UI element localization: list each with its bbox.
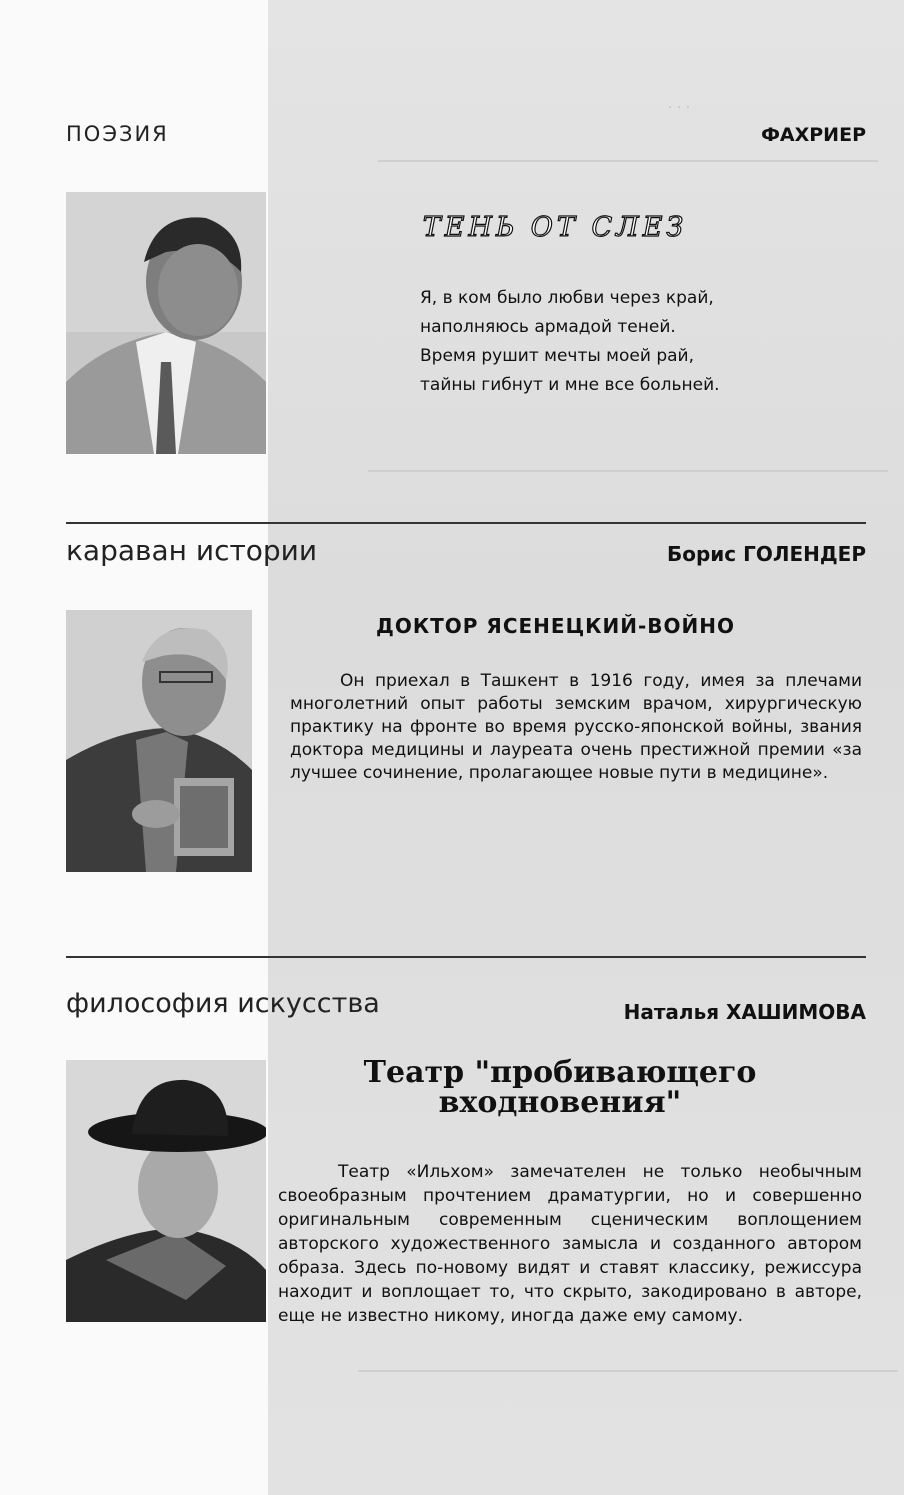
article-title-doctor: ДОКТОР ЯСЕНЕЦКИЙ-ВОЙНО — [376, 614, 735, 638]
article-lead-theatre: Театр «Ильхом» замечателен не только необычным своеобразным прочтением драматургии, но и совершенно оригинальным современным сценическим воплощением авторского художественного замысла и созданного автором образа. Здесь по-новому видят и ставят классику, режиссура находит и воплощает то, что скрыто, закодировано в авторе, еще не известно никому, иногда даже ему самому. — [278, 1162, 862, 1326]
photo-poet — [66, 192, 266, 454]
article-title-line: Театр "пробивающего — [363, 1055, 757, 1090]
rubric-caravan-history: караван истории — [66, 534, 318, 567]
poem-text — [420, 284, 720, 400]
poem-line: Время рушит мечты моей рай, — [420, 346, 694, 366]
section-divider — [66, 522, 866, 524]
author-fakhrier: ФАХРИЕР — [761, 124, 866, 146]
photo-doctor — [66, 610, 252, 872]
photo-actress — [66, 1060, 266, 1322]
section-divider — [66, 956, 866, 958]
article-lead-doctor: Он приехал в Ташкент в 1916 году, имея за плечами многолетний опыт работы земским врачом, хирургическую практику на фронте во время русско-японской войны, звания доктора медицины и лауреата очень престижной премии «за лучшее сочинение, пролагающее новые пути в медицине». — [290, 671, 862, 783]
author-khashimova: Наталья ХАШИМОВА — [623, 1000, 866, 1024]
author-golender: Борис ГОЛЕНДЕР — [666, 542, 866, 566]
poem-line: Я, в ком было любви через край, — [420, 288, 714, 308]
rubric-philosophy-art: философия искусства — [66, 988, 380, 1019]
poem-line: тайны гибнут и мне все больней. — [420, 375, 720, 395]
article-title-line: входновения" — [438, 1085, 682, 1120]
rubric-poetry: ПОЭЗИЯ — [66, 122, 169, 146]
poem-title: ТЕНЬ ОТ СЛЕЗ — [422, 212, 688, 243]
article-title-theatre — [330, 1055, 790, 1120]
poem-line: наполняюсь армадой теней. — [420, 317, 676, 337]
right-panel-background: · · · — [268, 0, 904, 1495]
